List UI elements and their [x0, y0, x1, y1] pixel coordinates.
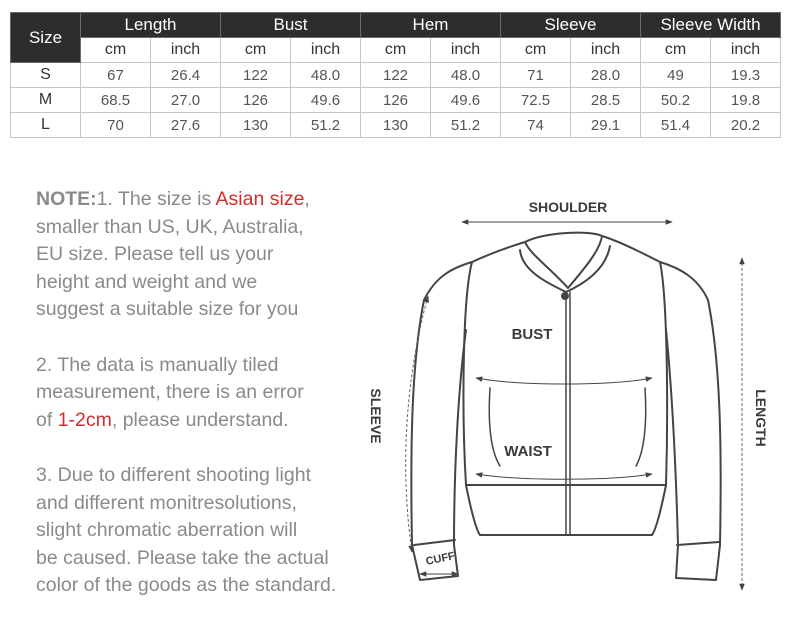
bust-label: BUST: [511, 326, 553, 343]
table-cell: 50.2: [641, 88, 711, 113]
unit-header: inch: [711, 38, 781, 63]
table-cell: 48.0: [431, 63, 501, 88]
bust-arrow: [476, 378, 652, 384]
bust-header: Bust: [221, 13, 361, 38]
table-cell: 67: [81, 63, 151, 88]
waist-label: WAIST: [504, 443, 552, 460]
sleeve-arrow: [406, 296, 428, 552]
note-text: height and weight and we: [36, 270, 258, 293]
note-1: [36, 186, 371, 324]
size-label: S: [11, 63, 81, 88]
table-cell: 19.8: [711, 88, 781, 113]
size-label: L: [11, 113, 81, 138]
size-column-header: Size: [11, 13, 81, 63]
note-text: 1. The size is: [96, 188, 216, 210]
jacket-outline-icon: [411, 233, 720, 580]
table-cell: 74: [501, 113, 571, 138]
table-cell: 130: [221, 113, 291, 138]
table-cell: 68.5: [81, 88, 151, 113]
note-text: color of the goods as the standard.: [36, 574, 337, 596]
note-text: smaller than US, UK, Australia,: [36, 215, 304, 238]
unit-header: cm: [641, 38, 711, 63]
unit-header: cm: [221, 38, 291, 63]
table-row: [11, 63, 781, 88]
table-cell: 27.6: [151, 113, 221, 138]
table-cell: 19.3: [711, 63, 781, 88]
table-cell: 28.5: [571, 88, 641, 113]
table-cell: 20.2: [711, 113, 781, 138]
shoulder-label: SHOULDER: [528, 199, 608, 215]
length-header: Length: [81, 13, 221, 38]
table-cell: 71: [501, 63, 571, 88]
table-cell: 49.6: [291, 88, 361, 113]
table-cell: 126: [361, 88, 431, 113]
note-3: [36, 462, 371, 600]
table-cell: 49: [641, 63, 711, 88]
note-text: and different monitresolutions,: [36, 491, 297, 514]
note-text: measurement, there is an error: [36, 381, 304, 403]
sleeve-header: Sleeve: [501, 13, 641, 38]
table-cell: 28.0: [571, 63, 641, 88]
note-text: EU size. Please tell us your: [36, 243, 274, 265]
unit-header: inch: [571, 38, 641, 63]
cuff-label: CUFF: [424, 550, 456, 568]
size-label: M: [11, 88, 81, 113]
table-row: [11, 88, 781, 113]
note-text: ,: [304, 188, 310, 210]
sleeve-width-header: Sleeve Width: [641, 13, 781, 38]
note-text: of: [36, 408, 58, 431]
error-range-highlight: 1-2cm: [57, 408, 112, 431]
table-cell: 126: [221, 88, 291, 113]
size-chart-table: [10, 12, 781, 138]
unit-header: inch: [291, 38, 361, 63]
table-cell: 26.4: [151, 63, 221, 88]
table-cell: 51.2: [291, 113, 361, 138]
table-cell: 27.0: [151, 88, 221, 113]
table-cell: 51.4: [641, 113, 711, 138]
table-cell: 51.2: [431, 113, 501, 138]
table-row: [11, 113, 781, 138]
table-cell: 122: [221, 63, 291, 88]
note-text: slight chromatic aberration will: [36, 519, 298, 541]
unit-header: cm: [81, 38, 151, 63]
asian-size-highlight: Asian size: [215, 188, 305, 210]
unit-header: cm: [501, 38, 571, 63]
unit-header: inch: [151, 38, 221, 63]
note-2: [36, 352, 371, 435]
hem-header: Hem: [361, 13, 501, 38]
note-text: 3. Due to different shooting light: [36, 464, 311, 486]
table-cell: 29.1: [571, 113, 641, 138]
table-cell: 130: [361, 113, 431, 138]
note-label: NOTE:: [36, 188, 97, 210]
unit-header: cm: [361, 38, 431, 63]
sleeve-label: SLEEVE: [368, 388, 384, 444]
unit-header: inch: [431, 38, 501, 63]
table-cell: 122: [361, 63, 431, 88]
note-text: suggest a suitable size for you: [36, 298, 299, 320]
table-cell: 70: [81, 113, 151, 138]
length-label: LENGTH: [753, 389, 769, 447]
table-cell: 48.0: [291, 63, 361, 88]
note-text: , please understand.: [111, 408, 289, 431]
note-text: 2. The data is manually tiled: [36, 353, 279, 376]
table-cell: 49.6: [431, 88, 501, 113]
waist-arrow: [476, 474, 652, 479]
size-notes: [36, 186, 371, 600]
note-text: be caused. Please take the actual: [36, 546, 329, 569]
table-cell: 72.5: [501, 88, 571, 113]
